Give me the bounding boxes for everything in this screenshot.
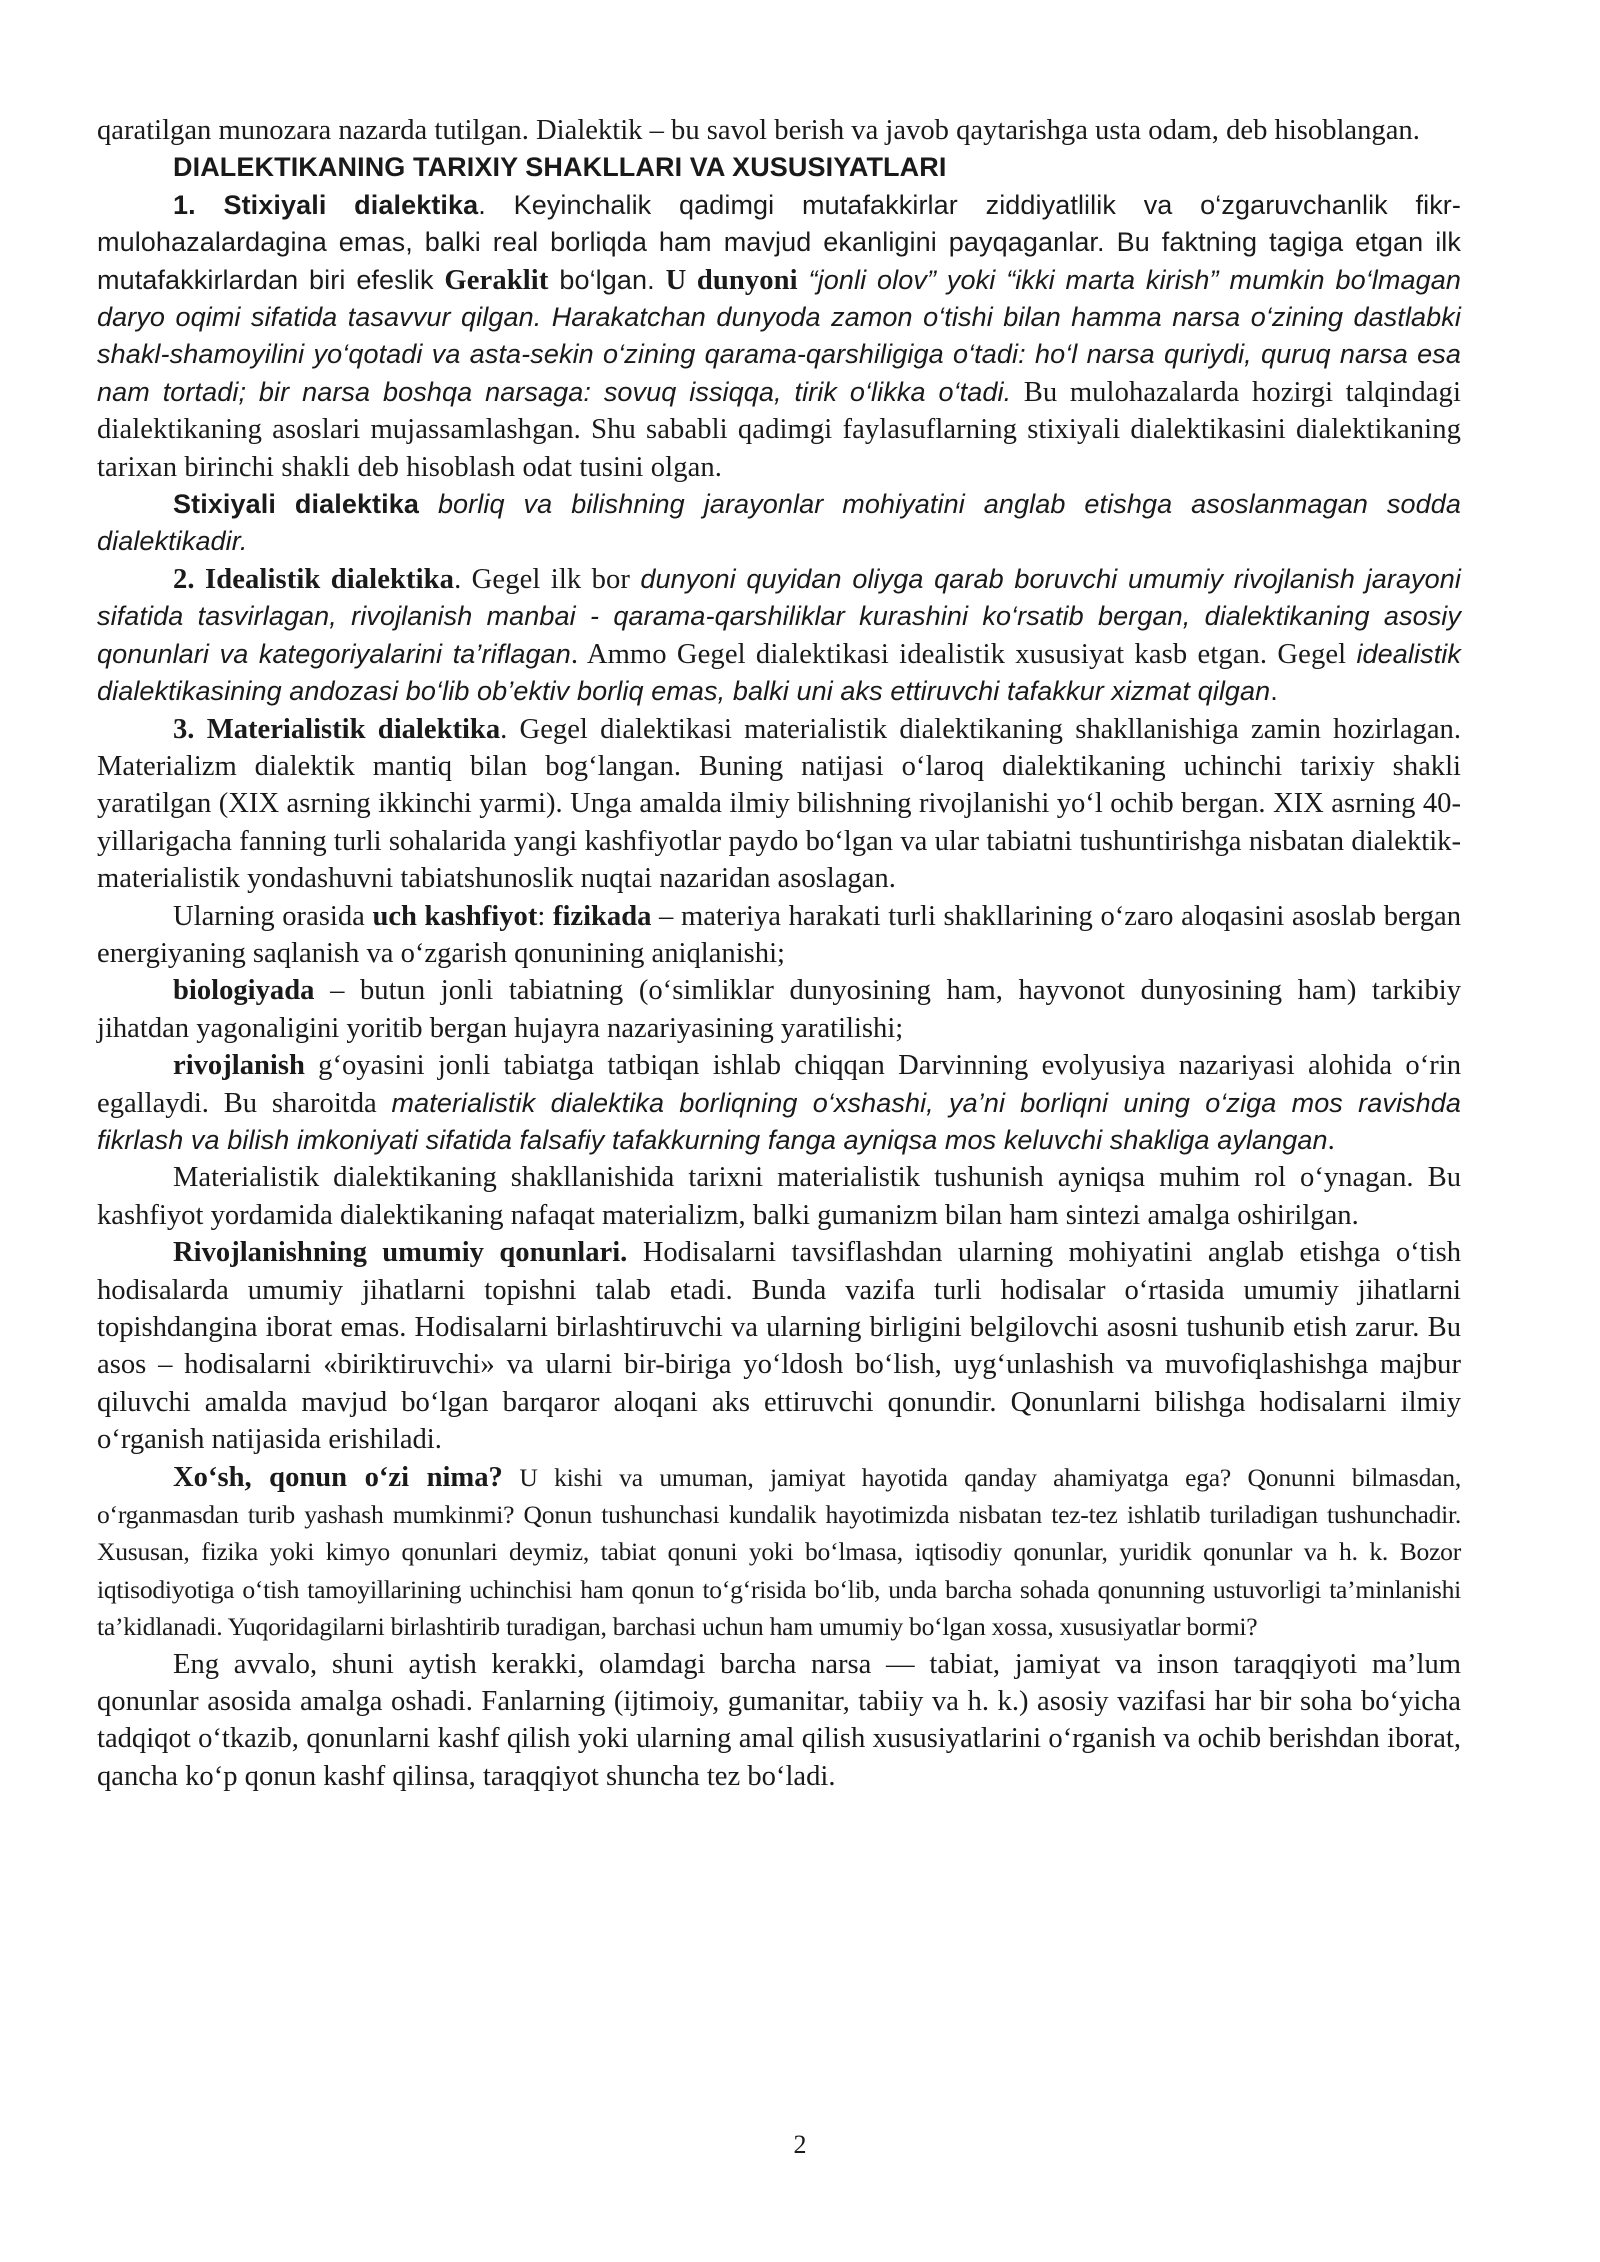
paragraph-intro — [97, 112, 1461, 149]
term-bold: Stixiyali dialektika — [173, 489, 419, 520]
paragraph-idealistik — [97, 561, 1461, 711]
paragraph-umumiy-qonunlar — [97, 1234, 1461, 1458]
term-bold: biologiyada — [173, 975, 315, 1007]
text-italic: dunyoni quyidan oliyga qarab boruvchi umumiy rivojlanish jarayoni sifatida tasvirlagan, rivojlanish manbai - qarama-qarshiliklar kurashini ko‘rsatib bergan, dialektikaning asosiy qonunlari va kategoriyalarini ta’riflagan — [97, 563, 1461, 669]
term-bold: uch kashfiyot — [372, 900, 538, 932]
document-page — [97, 112, 1461, 1795]
term-bold: 3. Materialistik dialektika — [173, 713, 501, 745]
text-run: . Ammo Gegel dialektikasi idealistik xususiyat kasb etgan. Gegel — [570, 638, 1357, 670]
text-run: Materialistik dialektikaning shakllanishida tarixni materialistik tushunish ayniqsa muhim rol o‘ynagan. Bu kashfiyot yordamida dialektikaning nafaqat materializm, balki gumanizm bilan ham sintezi amalga oshirilgan. — [97, 1162, 1461, 1231]
text-italic: materialistik dialektika borliqning o‘xshashi, ya’ni borliqni uning o‘ziga mos ravishda fikrlash va bilish imkoniyati sifatida falsafiy tafakkurning fanga ayniqsa mos keluvchi shakliga aylangan — [97, 1087, 1462, 1155]
text-run: . Gegel ilk bor — [454, 563, 641, 595]
paragraph-uch-kashfiyot — [97, 898, 1461, 973]
term-bold: Rivojlanishning umumiy qonunlari. — [173, 1237, 628, 1269]
paragraph-stixiyali — [97, 187, 1461, 486]
term-bold: Xo‘sh, qonun o‘zi nima? — [173, 1461, 503, 1493]
term-bold: fizikada — [552, 900, 652, 932]
text-italic: “jonli olov” yoki “ikki marta kirish” mumkin bo‘lmagan daryo oqimi sifatida tasavvur qilgan. Harakatchan dunyoda zamon o‘tishi bilan hamma narsa o‘zining dastlabki shakl-shamoyilini yo‘qotadi va asta-sekin o‘zining qarama-qarshiligiga o‘tadi: ho‘l narsa quriydi, quruq narsa esa nam tortadi; bir narsa boshqa narsaga: sovuq issiqqa, tirik o‘likka o‘tadi. — [97, 264, 1461, 407]
heading-text: DIALEKTIKANING TARIXIY SHAKLLARI VA XUSUSIYATLARI — [173, 152, 947, 183]
paragraph-eng-avvalo — [97, 1646, 1461, 1796]
text-italic: borliq va bilishning jarayonlar mohiyatini anglab etishga asoslanmagan sodda dialektikadir. — [97, 489, 1461, 557]
paragraph-rivojlanish — [97, 1047, 1461, 1159]
text-run: . Keyinchalik qadimgi mutafakkirlar ziddiyatlilik va o‘zgaruvchanlik fikr-mulohazalardagina emas, balki real borliqda ham mavjud ekanligini payqaganlar. Bu faktning tagiga etgan ilk mutafakkirlardan biri efeslik — [97, 189, 1461, 295]
text-run: – butun jonli tabiatning (o‘simliklar dunyosining ham, hayvonot dunyosining ham) tarkibiy jihatdan yagonaligini yoritib bergan hujayra nazariyasining yaratilishi; — [97, 975, 1461, 1044]
text-run: qaratilgan munozara nazarda tutilgan. Dialektik – bu savol berish va javob qaytarishga usta odam, deb hisoblangan. — [97, 115, 1420, 146]
text-run: Hodisalarni tavsiflashdan ularning mohiyatini anglab etishga o‘tish hodisalarda umumiy jihatlarni topishni talab etadi. Bunda vazifa turli hodisalar o‘rtasida umumiy jihatlarni topishdangina iborat emas. Hodisalarni birlashtiruvchi va ularning birligini belgilovchi asosni tushunib etish zarur. Bu asos – hodisalarni «biriktiruvchi» va ularni bir-biriga yo‘ldosh bo‘lish, uyg‘unlashish va muvofiqlashishga majbur qiluvchi amalda mavjud bo‘lgan barqaror aloqani aks ettiruvchi qonundir. Qonunlarni bilishga hodisalarni ilmiy o‘rganish natijasida erishiladi. — [97, 1237, 1461, 1456]
text-run: : — [537, 900, 553, 932]
term-bold: Geraklit — [444, 264, 549, 296]
text-run: Eng avvalo, shuni aytish kerakki, olamdagi barcha narsa — tabiat, jamiyat va inson taraqqiyoti ma’lum qonunlar asosida amalga oshadi. Fanlarning (ijtimoiy, gumanitar, tabiiy va h. k.) asosiy vazifasi har bir soha bo‘yicha tadqiqot o‘tkazib, qonunlarni kashf qilish yoki ularning amal qilish xususiyatlarini o‘rganish va ochib berishdan iborat, qancha ko‘p qonun kashf qilinsa, taraqqiyot shuncha tez bo‘ladi. — [97, 1648, 1461, 1792]
text-run: U kishi va umuman, jamiyat hayotida qanday ahamiyatga ega? Qonunni bilmasdan, o‘rganmasdan turib yashash mumkinmi? Qonun tushunchasi kundalik hayotimizda nisbatan tez-tez ishlatib turiladigan tushunchadir. Xususan, fizika yoki kimyo qonunlari deymiz, tabiat qonuni yoki bo‘lmasa, iqtisodiy qonunlar, yuridik qonunlar va h. k. Bozor iqtisodiyotiga o‘tish tamoyillarining uchinchisi ham qonun to‘g‘risida bo‘lib, unda barcha sohada qonunning ustuvorligi ta’minlanishi ta’kidlanadi. Yuqoridagilarni birlashtirib turadigan, barchasi uchun ham umumiy bo‘lgan xossa, xususiyatlar bormi? — [97, 1462, 1461, 1642]
term-bold: U dunyoni — [665, 264, 798, 296]
text-run: Ularning orasida — [173, 900, 373, 932]
paragraph-stixiyali-definition — [97, 486, 1461, 561]
page-number: 2 — [793, 2130, 807, 2159]
text-italic: idealistik dialektikasining andozasi bo‘lib ob’ektiv borliq emas, balki uni aks ettiruvchi tafakkur xizmat qilgan — [97, 638, 1461, 707]
text-run: g‘oyasini jonli tabiatga tatbiqan ishlab chiqqan Darvinning evolyusiya nazariyasi alohida o‘rin egallaydi. Bu sharoitda — [97, 1050, 1461, 1119]
term-bold: 1. Stixiyali dialektika — [173, 189, 479, 220]
paragraph-qonun-nima — [97, 1459, 1461, 1646]
text-run: Bu mulohazalarda hozirgi talqindagi dialektikaning asoslari mujassamlashgan. Shu sababli qadimgi faylasuflarning stixiyali dialektikasini dialektikaning tarixan birinchi shakli deb hisoblash odat tusini olgan. — [97, 376, 1461, 483]
text-run: – materiya harakati turli shakllarining o‘zaro aloqasini asoslab bergan energiyaning saqlanish va o‘zgarish qonunining aniqlanishi; — [97, 900, 1461, 969]
text-run: . — [1270, 676, 1278, 707]
paragraph-materialistik-shakllanish — [97, 1159, 1461, 1234]
section-heading — [97, 149, 1461, 186]
paragraph-materialistik — [97, 711, 1461, 898]
term-bold: 2. Idealistik dialektika — [173, 563, 455, 595]
text-run: . Gegel dialektikasi materialistik dialektikaning shakllanishiga zamin hozirlagan. Materializm dialektik mantiq bilan bog‘langan. Buning natijasi o‘laroq dialektikaning uchinchi tarixiy shakli yaratilgan (XIX asrning ikkinchi yarmi). Unga amalda ilmiy bilishning rivojlanishi yo‘l ochib bergan. XIX asrning 40-yillarigacha fanning turli sohalarida yangi kashfiyotlar paydo bo‘lgan va ular tabiatni tushuntirishga nisbatan dialektik-materialistik yondashuvni tabiatshunoslik nuqtai nazaridan asoslagan. — [97, 713, 1461, 895]
text-run: bo‘lgan. — [548, 264, 666, 295]
text-run: . — [1327, 1124, 1335, 1156]
term-bold: rivojlanish — [173, 1050, 305, 1082]
paragraph-biologiyada — [97, 972, 1461, 1047]
